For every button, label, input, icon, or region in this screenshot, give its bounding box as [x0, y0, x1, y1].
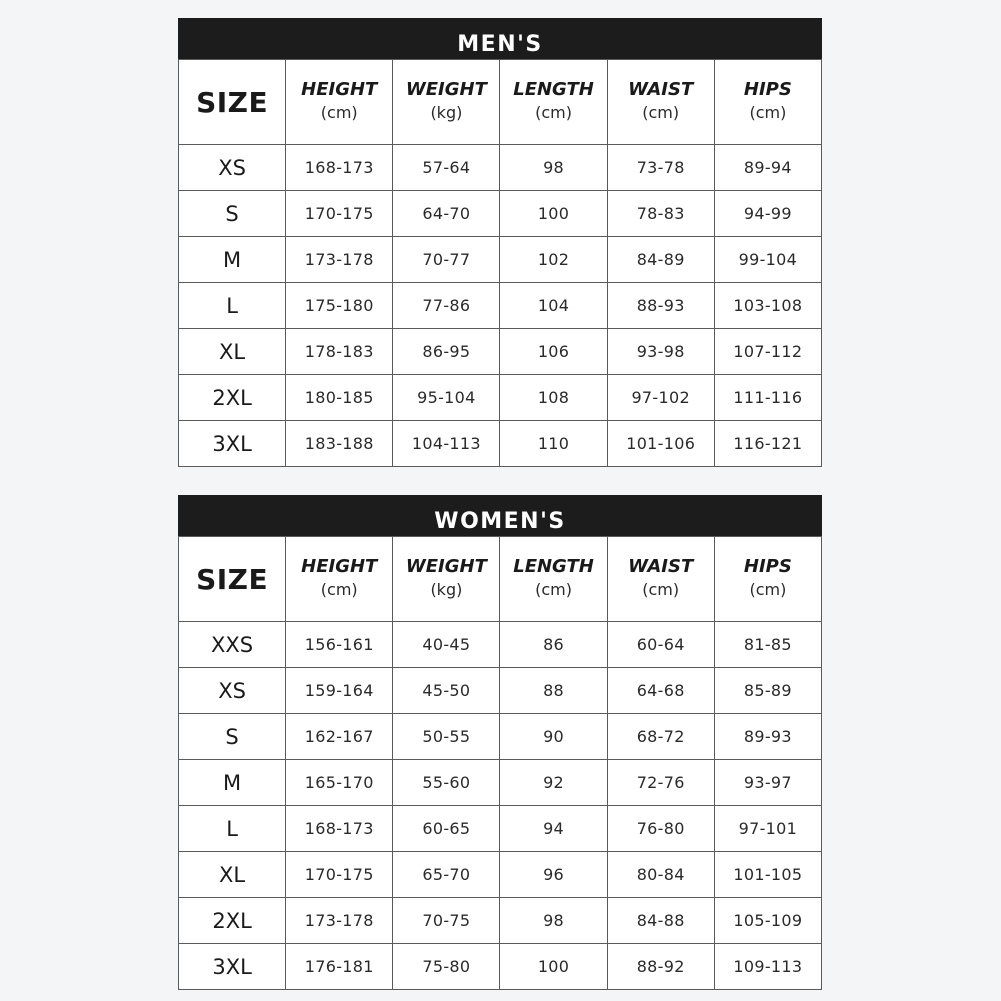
size-cell: XL [179, 329, 286, 375]
measurement-cell: 73-78 [607, 145, 714, 191]
measurement-cell: 81-85 [714, 622, 821, 668]
womens-table-body [179, 622, 822, 990]
measurement-cell: 176-181 [286, 944, 393, 990]
measurement-cell: 98 [500, 145, 607, 191]
size-cell: 3XL [179, 944, 286, 990]
womens-column-header [714, 537, 821, 622]
measurement-cell: 96 [500, 852, 607, 898]
mens-column-header [714, 60, 821, 145]
column-name: LENGTH [513, 556, 594, 577]
size-cell: L [179, 283, 286, 329]
measurement-cell: 92 [500, 760, 607, 806]
measurement-cell: 60-64 [607, 622, 714, 668]
mens-table-body [179, 145, 822, 467]
size-cell: XS [179, 145, 286, 191]
measurement-cell: 102 [500, 237, 607, 283]
mens-size-table [178, 59, 822, 467]
measurement-cell: 116-121 [714, 421, 821, 467]
measurement-cell: 86 [500, 622, 607, 668]
table-row [179, 714, 822, 760]
column-unit: (cm) [320, 580, 358, 599]
measurement-cell: 173-178 [286, 898, 393, 944]
column-unit: (kg) [430, 580, 463, 599]
measurement-cell: 104-113 [393, 421, 500, 467]
womens-column-header [393, 537, 500, 622]
measurement-cell: 50-55 [393, 714, 500, 760]
measurement-cell: 78-83 [607, 191, 714, 237]
measurement-cell: 103-108 [714, 283, 821, 329]
measurement-cell: 60-65 [393, 806, 500, 852]
mens-column-header [393, 60, 500, 145]
measurement-cell: 75-80 [393, 944, 500, 990]
table-row [179, 145, 822, 191]
size-cell: XXS [179, 622, 286, 668]
measurement-cell: 40-45 [393, 622, 500, 668]
measurement-cell: 110 [500, 421, 607, 467]
table-row [179, 944, 822, 990]
size-cell: XS [179, 668, 286, 714]
measurement-cell: 101-105 [714, 852, 821, 898]
measurement-cell: 170-175 [286, 191, 393, 237]
measurement-cell: 97-101 [714, 806, 821, 852]
measurement-cell: 88-93 [607, 283, 714, 329]
table-row [179, 668, 822, 714]
size-cell: M [179, 760, 286, 806]
measurement-cell: 72-76 [607, 760, 714, 806]
measurement-cell: 98 [500, 898, 607, 944]
measurement-cell: 170-175 [286, 852, 393, 898]
measurement-cell: 64-70 [393, 191, 500, 237]
measurement-cell: 183-188 [286, 421, 393, 467]
column-name: LENGTH [513, 79, 594, 100]
column-unit: (cm) [535, 580, 572, 599]
womens-header-row [179, 537, 822, 622]
column-name: WEIGHT [405, 79, 487, 100]
womens-size-header: SIZE [179, 537, 286, 622]
measurement-cell: 168-173 [286, 145, 393, 191]
size-cell: S [179, 191, 286, 237]
column-unit: (cm) [535, 103, 572, 122]
measurement-cell: 109-113 [714, 944, 821, 990]
measurement-cell: 159-164 [286, 668, 393, 714]
measurement-cell: 100 [500, 944, 607, 990]
measurement-cell: 80-84 [607, 852, 714, 898]
size-cell: 2XL [179, 898, 286, 944]
measurement-cell: 57-64 [393, 145, 500, 191]
column-name: HIPS [743, 79, 792, 100]
mens-column-header [500, 60, 607, 145]
measurement-cell: 111-116 [714, 375, 821, 421]
measurement-cell: 178-183 [286, 329, 393, 375]
table-row [179, 375, 822, 421]
size-cell: L [179, 806, 286, 852]
measurement-cell: 70-77 [393, 237, 500, 283]
column-name: HIPS [743, 556, 792, 577]
mens-column-header [286, 60, 393, 145]
measurement-cell: 165-170 [286, 760, 393, 806]
table-row [179, 622, 822, 668]
column-unit: (cm) [642, 103, 680, 122]
measurement-cell: 45-50 [393, 668, 500, 714]
column-unit: (kg) [430, 103, 463, 122]
table-row [179, 852, 822, 898]
measurement-cell: 90 [500, 714, 607, 760]
womens-chart-title: WOMEN'S [178, 495, 822, 536]
measurement-cell: 76-80 [607, 806, 714, 852]
measurement-cell: 175-180 [286, 283, 393, 329]
table-row [179, 421, 822, 467]
table-row [179, 760, 822, 806]
mens-chart-title: MEN'S [178, 18, 822, 59]
measurement-cell: 180-185 [286, 375, 393, 421]
column-name: WAIST [628, 556, 694, 577]
size-cell: S [179, 714, 286, 760]
measurement-cell: 97-102 [607, 375, 714, 421]
measurement-cell: 173-178 [286, 237, 393, 283]
measurement-cell: 162-167 [286, 714, 393, 760]
table-row [179, 806, 822, 852]
mens-size-chart [178, 18, 822, 467]
womens-size-table [178, 536, 822, 990]
womens-column-header [607, 537, 714, 622]
womens-column-header [500, 537, 607, 622]
measurement-cell: 107-112 [714, 329, 821, 375]
measurement-cell: 99-104 [714, 237, 821, 283]
measurement-cell: 65-70 [393, 852, 500, 898]
measurement-cell: 88-92 [607, 944, 714, 990]
mens-size-header: SIZE [179, 60, 286, 145]
measurement-cell: 105-109 [714, 898, 821, 944]
measurement-cell: 95-104 [393, 375, 500, 421]
measurement-cell: 89-93 [714, 714, 821, 760]
measurement-cell: 104 [500, 283, 607, 329]
mens-header-row [179, 60, 822, 145]
table-row [179, 329, 822, 375]
measurement-cell: 64-68 [607, 668, 714, 714]
measurement-cell: 93-98 [607, 329, 714, 375]
size-cell: XL [179, 852, 286, 898]
column-unit: (cm) [320, 103, 358, 122]
column-unit: (cm) [749, 580, 787, 599]
measurement-cell: 84-88 [607, 898, 714, 944]
measurement-cell: 85-89 [714, 668, 821, 714]
table-row [179, 898, 822, 944]
column-unit: (cm) [749, 103, 787, 122]
measurement-cell: 100 [500, 191, 607, 237]
column-name: WEIGHT [405, 556, 487, 577]
measurement-cell: 156-161 [286, 622, 393, 668]
measurement-cell: 55-60 [393, 760, 500, 806]
measurement-cell: 70-75 [393, 898, 500, 944]
size-cell: M [179, 237, 286, 283]
measurement-cell: 68-72 [607, 714, 714, 760]
table-row [179, 237, 822, 283]
column-name: HEIGHT [301, 79, 378, 100]
size-cell: 3XL [179, 421, 286, 467]
size-cell: 2XL [179, 375, 286, 421]
column-name: HEIGHT [301, 556, 378, 577]
measurement-cell: 94-99 [714, 191, 821, 237]
column-name: WAIST [628, 79, 694, 100]
measurement-cell: 77-86 [393, 283, 500, 329]
measurement-cell: 93-97 [714, 760, 821, 806]
measurement-cell: 101-106 [607, 421, 714, 467]
womens-size-chart [178, 495, 822, 990]
table-row [179, 191, 822, 237]
table-row [179, 283, 822, 329]
measurement-cell: 168-173 [286, 806, 393, 852]
measurement-cell: 86-95 [393, 329, 500, 375]
measurement-cell: 88 [500, 668, 607, 714]
measurement-cell: 106 [500, 329, 607, 375]
measurement-cell: 89-94 [714, 145, 821, 191]
column-unit: (cm) [642, 580, 680, 599]
measurement-cell: 94 [500, 806, 607, 852]
measurement-cell: 84-89 [607, 237, 714, 283]
measurement-cell: 108 [500, 375, 607, 421]
mens-column-header [607, 60, 714, 145]
womens-column-header [286, 537, 393, 622]
